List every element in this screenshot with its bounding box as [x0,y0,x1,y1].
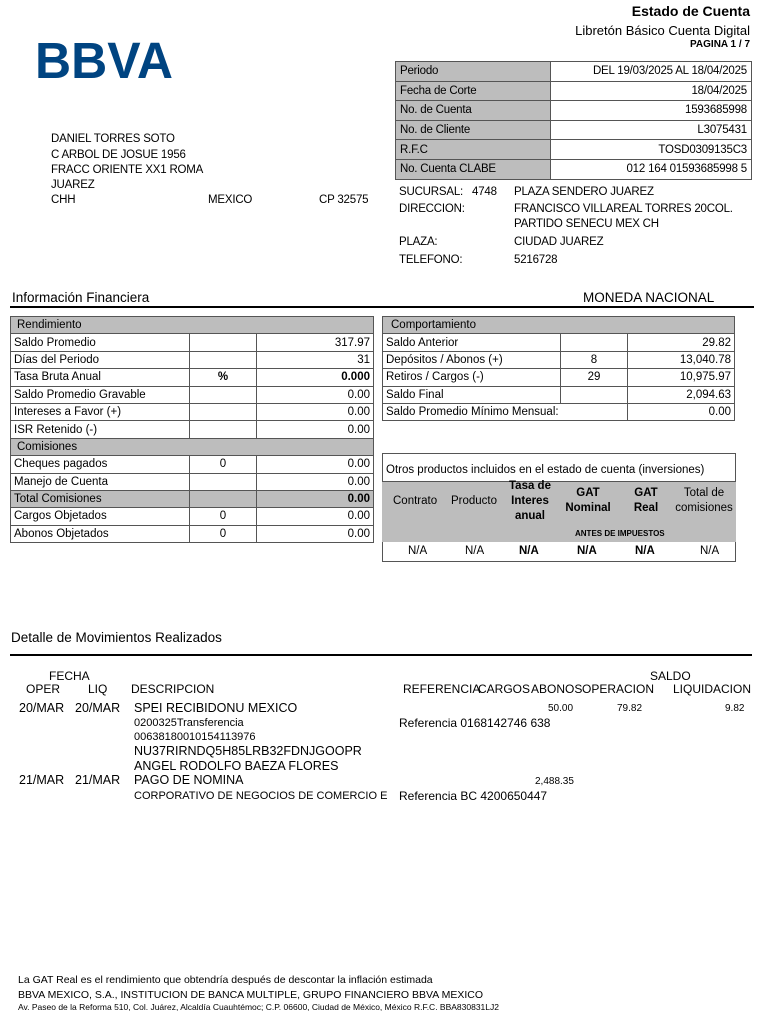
na-tasa: N/A [519,545,539,557]
table-row [11,421,374,438]
value-clabe: 012 164 01593685998 5 [551,159,752,179]
value-cliente: L3075431 [551,120,752,140]
account-row-cliente [396,120,752,140]
mov1-liq: 20/MAR [75,701,121,715]
col-contrato: Contrato [393,495,438,507]
row-mid [561,386,628,403]
mov1-desc-4: NU37RIRNDQ5H85LRB32FDNJGOOPR [134,744,362,758]
table-row [383,351,735,368]
table-row [11,386,374,403]
section-divider [10,306,754,308]
mov1-desc: SPEI RECIBIDONU MEXICO [134,701,298,715]
footer-gat-note: La GAT Real es el rendimiento que obtendría después de descontar la inflación estimada [18,974,433,986]
na-total-comisiones: N/A [700,545,720,557]
na-gat-real: N/A [635,545,655,557]
client-address-1: C ARBOL DE JOSUE 1956 [51,149,186,161]
table-row [11,456,374,473]
row-value: 29.82 [628,334,735,351]
movements-title: Detalle de Movimientos Realizados [11,630,222,645]
row-label: Manejo de Cuenta [11,473,190,490]
row-value: 10,975.97 [628,369,735,386]
mov2-desc-2: CORPORATIVO DE NEGOCIOS DE COMERCIO E [134,790,388,802]
account-row-clabe [396,159,752,179]
footer-bank-address: Av. Paseo de la Reforma 510, Col. Juárez, Alcaldía Cuauhtémoc; C.P. 06600, Ciudad de México, México R.F.C. BBA830831LJ2 [18,1002,499,1012]
mov1-abonos: 50.00 [548,703,574,714]
row-value: 2,094.63 [628,386,735,403]
rendimiento-table [10,316,374,543]
mov1-operacion: 79.82 [617,703,643,714]
row-value: 317.97 [257,334,374,351]
table-row [383,403,735,420]
na-gat-nominal: N/A [577,545,597,557]
col-producto: Producto [451,495,498,507]
comportamiento-header: Comportamiento [383,317,735,334]
row-label: Abonos Objetados [11,525,190,542]
col-fecha: FECHA [49,669,90,683]
table-row [11,403,374,420]
row-label: Días del Periodo [11,351,190,368]
col-tasa-line: Interes [511,495,549,507]
mov1-desc-2: 0200325Transferencia [134,717,244,729]
rendimiento-header: Rendimiento [11,317,374,334]
total-comisiones-label: Total Comisiones [11,490,190,507]
row-mid [190,473,257,490]
row-value: 0.00 [628,403,735,420]
movements-divider [10,654,752,656]
col-tasa-line: Tasa de [509,480,551,492]
row-label: Intereses a Favor (+) [11,403,190,420]
col-total-line: Total de [683,487,725,499]
label-fecha-corte: Fecha de Corte [396,81,551,101]
row-label: Retiros / Cargos (-) [383,369,561,386]
row-value: 13,040.78 [628,351,735,368]
col-saldo: SALDO [650,669,691,683]
col-total-comisiones [670,486,738,516]
account-row-rfc [396,140,752,160]
branch-label: SUCURSAL: [399,186,464,198]
label-cuenta: No. de Cuenta [396,101,551,121]
comportamiento-table [382,316,735,421]
client-state: CHH [51,194,76,206]
na-producto: N/A [465,545,485,557]
plaza-label: PLAZA: [399,236,438,248]
table-row [11,508,374,525]
phone-value: 5216728 [514,254,558,266]
account-type-subtitle: Libretón Básico Cuenta Digital [575,23,750,38]
table-row [383,334,735,351]
mov2-abonos: 2,488.35 [535,776,574,787]
col-tasa-line: anual [514,510,546,522]
mov1-oper: 20/MAR [19,701,65,715]
table-row [11,351,374,368]
table-row [11,525,374,542]
footer-bank-name: BBVA MEXICO, S.A., INSTITUCION DE BANCA MULTIPLE, GRUPO FINANCIERO BBVA MEXICO [18,989,484,1001]
account-row-cuenta [396,101,752,121]
row-mid [190,421,257,438]
table-row [11,473,374,490]
page-indicator: PAGINA 1 / 7 [689,39,750,50]
col-abonos: ABONOS [531,682,583,696]
row-value: 0.00 [257,473,374,490]
col-cargos: CARGOS [478,682,531,696]
account-row-periodo [396,62,752,82]
label-periodo: Periodo [396,62,551,82]
account-info-table [395,61,752,180]
row-label: Saldo Final [383,386,561,403]
row-value: 0.00 [257,456,374,473]
branch-address-2: PARTIDO SENECU MEX CH [514,218,659,230]
row-label: Saldo Promedio Mínimo Mensual: [383,403,628,420]
mov1-ref: Referencia 0168142746 638 [399,716,551,730]
row-mid [190,386,257,403]
currency-label: MONEDA NACIONAL [583,290,715,305]
value-fecha-corte: 18/04/2025 [551,81,752,101]
col-descripcion: DESCRIPCION [131,682,215,696]
row-mid: 29 [561,369,628,386]
row-label: Tasa Bruta Anual [11,369,190,386]
antes-de-impuestos: ANTES DE IMPUESTOS [575,529,665,538]
row-mid [190,334,257,351]
address-label: DIRECCION: [399,203,465,215]
col-gat-real-line: GAT [634,487,658,499]
client-address-2: FRACC ORIENTE XX1 ROMA [51,164,204,176]
label-clabe: No. Cuenta CLABE [396,159,551,179]
row-label: Cargos Objetados [11,508,190,525]
row-value: 0.00 [257,525,374,542]
row-mid: % [190,369,257,386]
col-referencia: REFERENCIA [403,682,481,696]
col-gat-real [624,486,668,516]
branch-number: 4748 [472,186,497,198]
mov2-desc: PAGO DE NOMINA [134,773,244,787]
col-liquidacion: LIQUIDACION [673,682,752,696]
comisiones-header: Comisiones [11,438,374,455]
row-label: Saldo Promedio [11,334,190,351]
row-value: 0.00 [257,421,374,438]
row-mid [190,351,257,368]
mov2-oper: 21/MAR [19,773,65,787]
mov2-liq: 21/MAR [75,773,121,787]
row-mid [190,403,257,420]
table-row [383,386,735,403]
row-mid [561,334,628,351]
col-gat-nominal-line: Nominal [565,502,611,514]
row-label: Cheques pagados [11,456,190,473]
client-postal-code: CP 32575 [319,194,369,206]
col-total-line: comisiones [675,502,733,514]
table-row [11,369,374,386]
mov1-desc-5: ANGEL RODOLFO BAEZA FLORES [134,759,339,773]
row-label: Saldo Promedio Gravable [11,386,190,403]
document-title: Estado de Cuenta [631,3,750,19]
value-cuenta: 1593685998 [551,101,752,121]
label-cliente: No. de Cliente [396,120,551,140]
row-mid: 8 [561,351,628,368]
col-oper: OPER [26,682,61,696]
row-label: ISR Retenido (-) [11,421,190,438]
client-country: MEXICO [208,194,253,206]
col-liq: LIQ [88,682,108,696]
row-value: 0.000 [257,369,374,386]
account-row-fecha-corte [396,81,752,101]
plaza-value: CIUDAD JUAREZ [514,236,604,248]
other-products-title: Otros productos incluidos en el estado de cuenta (inversiones) [386,464,705,476]
mov1-desc-3: 00638180010154113976 [134,731,256,743]
row-label: Saldo Anterior [383,334,561,351]
row-mid: 0 [190,456,257,473]
row-value: 0.00 [257,403,374,420]
col-gat-nominal [560,486,616,516]
bbva-logo [35,34,175,84]
total-row [11,490,374,507]
na-contrato: N/A [408,545,428,557]
row-mid: 0 [190,508,257,525]
col-operacion: OPERACION [582,682,655,696]
client-city: JUAREZ [51,179,95,191]
col-gat-nominal-line: GAT [576,487,600,499]
row-mid: 0 [190,525,257,542]
client-name: DANIEL TORRES SOTO [51,133,175,145]
table-row [383,369,735,386]
label-rfc: R.F.C [396,140,551,160]
bbva-logo-text: BBVA [35,34,173,84]
row-label: Depósitos / Abonos (+) [383,351,561,368]
table-row [11,334,374,351]
col-tasa-interes [505,479,555,524]
branch-name: PLAZA SENDERO JUAREZ [514,186,654,198]
branch-address-1: FRANCISCO VILLAREAL TORRES 20COL. [514,203,733,215]
row-value: 31 [257,351,374,368]
col-gat-real-line: Real [633,502,659,514]
row-value: 0.00 [257,386,374,403]
total-comisiones-value: 0.00 [257,490,374,507]
mov2-ref: Referencia BC 4200650447 [399,789,548,803]
value-rfc: TOSD0309135C3 [551,140,752,160]
value-periodo: DEL 19/03/2025 AL 18/04/2025 [551,62,752,82]
row-value: 0.00 [257,508,374,525]
phone-label: TELEFONO: [399,254,463,266]
mov1-liquidacion: 9.82 [725,703,745,714]
financial-info-title: Información Financiera [12,290,150,305]
